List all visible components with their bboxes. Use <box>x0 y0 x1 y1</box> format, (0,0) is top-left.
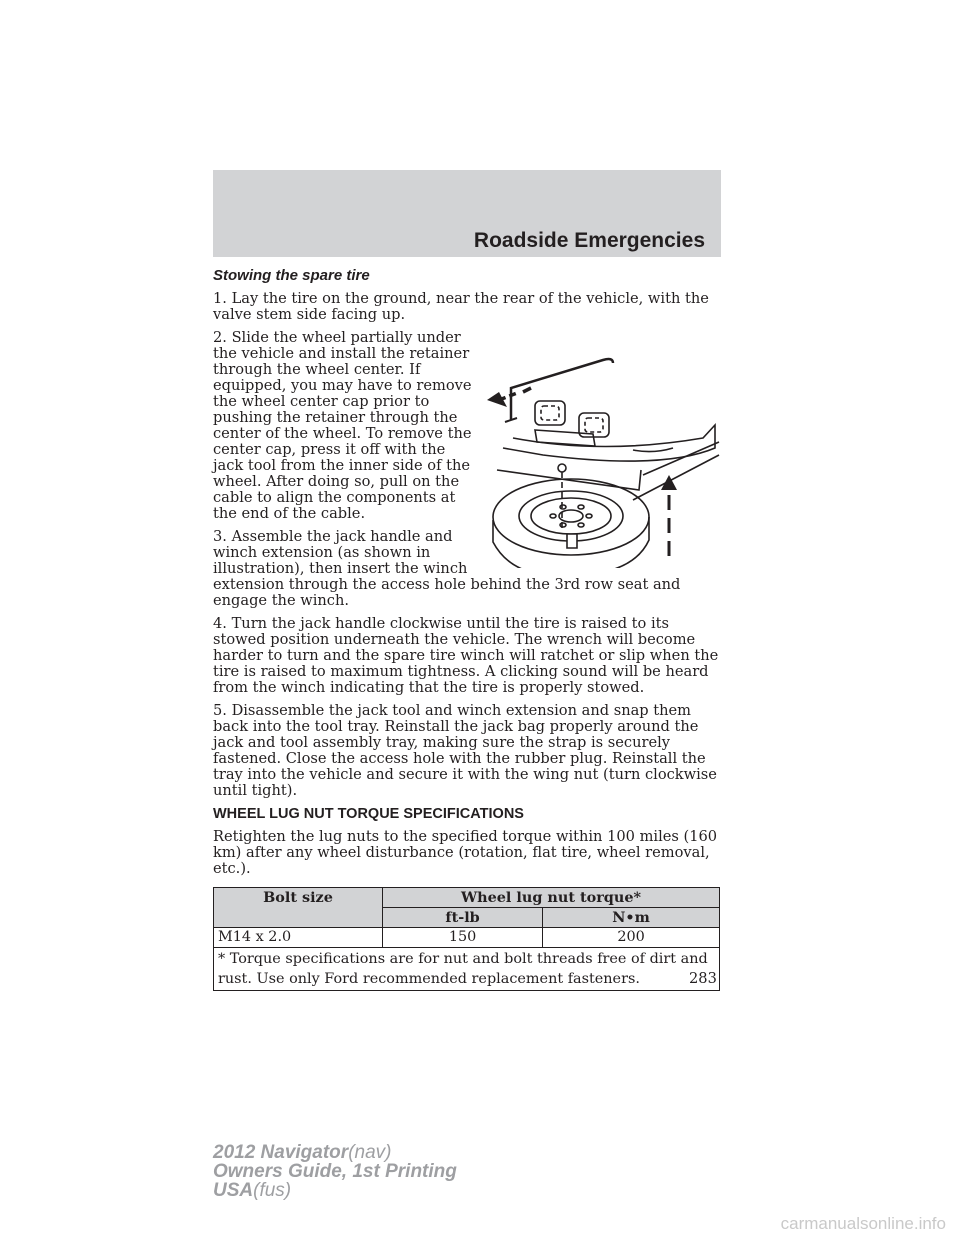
torque-intro: Retighten the lug nuts to the specified torque within 100 miles (160 km) after any wheel disturbance (rotation, flat tire, wheel removal, etc.). <box>213 828 718 877</box>
footer-market-code: (fus) <box>253 1180 292 1201</box>
footer-model: 2012 Navigator <box>213 1142 349 1163</box>
footer-guide: Owners Guide, 1st Printing <box>213 1161 457 1182</box>
section-title: Roadside Emergencies <box>473 229 705 252</box>
page-number: 283 <box>689 970 717 987</box>
step-3: 3. Assemble the jack handle and winch extension (as shown in illustration), then insert the winch extension through the access hole behind the 3rd row seat and engage the winch. <box>213 528 681 609</box>
spare-tire-illustration <box>483 330 721 568</box>
ftlb-value: 150 <box>383 928 543 948</box>
torque-footnote: * Torque specifications are for nut and bolt threads free of dirt and rust. Use only Ford recommended replacement fasteners. <box>214 948 720 991</box>
table-row <box>214 928 720 948</box>
step-4: 4. Turn the jack handle clockwise until the tire is raised to its stowed position underneath the vehicle. The wrench will become harder to turn and the spare tire winch will ratchet or slip when the tire is raised to maximum tightness. A clicking sound will be heard from the winch indicating that the tire is properly stowed. <box>213 615 719 696</box>
bolt-size-value: M14 x 2.0 <box>214 928 383 948</box>
col-ftlb: ft-lb <box>383 908 543 928</box>
torque-table <box>213 887 720 991</box>
spare-tire-icon <box>493 479 649 568</box>
col-nm: N•m <box>543 908 720 928</box>
step-2: 2. Slide the wheel partially under the vehicle and install the retainer through the wheel center. If equipped, you may have to remove the wheel center cap prior to pushing the retainer through the center of the wheel. To remove the center cap, press it off with the jack tool from the inner side of the wheel. After doing so, pull on the cable to align the components at the end of the cable. <box>213 329 472 522</box>
raise-arrow-icon <box>661 475 677 563</box>
col-lug-nut-torque: Wheel lug nut torque* <box>383 888 720 908</box>
footer <box>213 1143 457 1200</box>
header-band <box>213 170 721 257</box>
footer-market: USA <box>213 1180 254 1201</box>
torque-heading: WHEEL LUG NUT TORQUE SPECIFICATIONS <box>213 806 524 822</box>
page-content <box>213 268 721 991</box>
footer-model-code: (nav) <box>348 1142 392 1163</box>
watermark[interactable]: carmanualsonline.info <box>780 1214 946 1233</box>
step-5: 5. Disassemble the jack tool and winch extension and snap them back into the tool tray. Reinstall the jack bag properly around the jack and tool assembly tray, making sure the strap is securely fastened. Close the access hole with the rubber plug. Reinstall the tray into the vehicle and secure it with the wing nut (turn clockwise until tight). <box>213 702 717 799</box>
stowing-heading: Stowing the spare tire <box>213 267 370 284</box>
col-bolt-size: Bolt size <box>214 888 383 928</box>
handle-arrow-icon <box>523 388 531 392</box>
step-1: 1. Lay the tire on the ground, near the rear of the vehicle, with the valve stem side facing up. <box>213 290 709 323</box>
nm-value: 200 <box>543 928 720 948</box>
